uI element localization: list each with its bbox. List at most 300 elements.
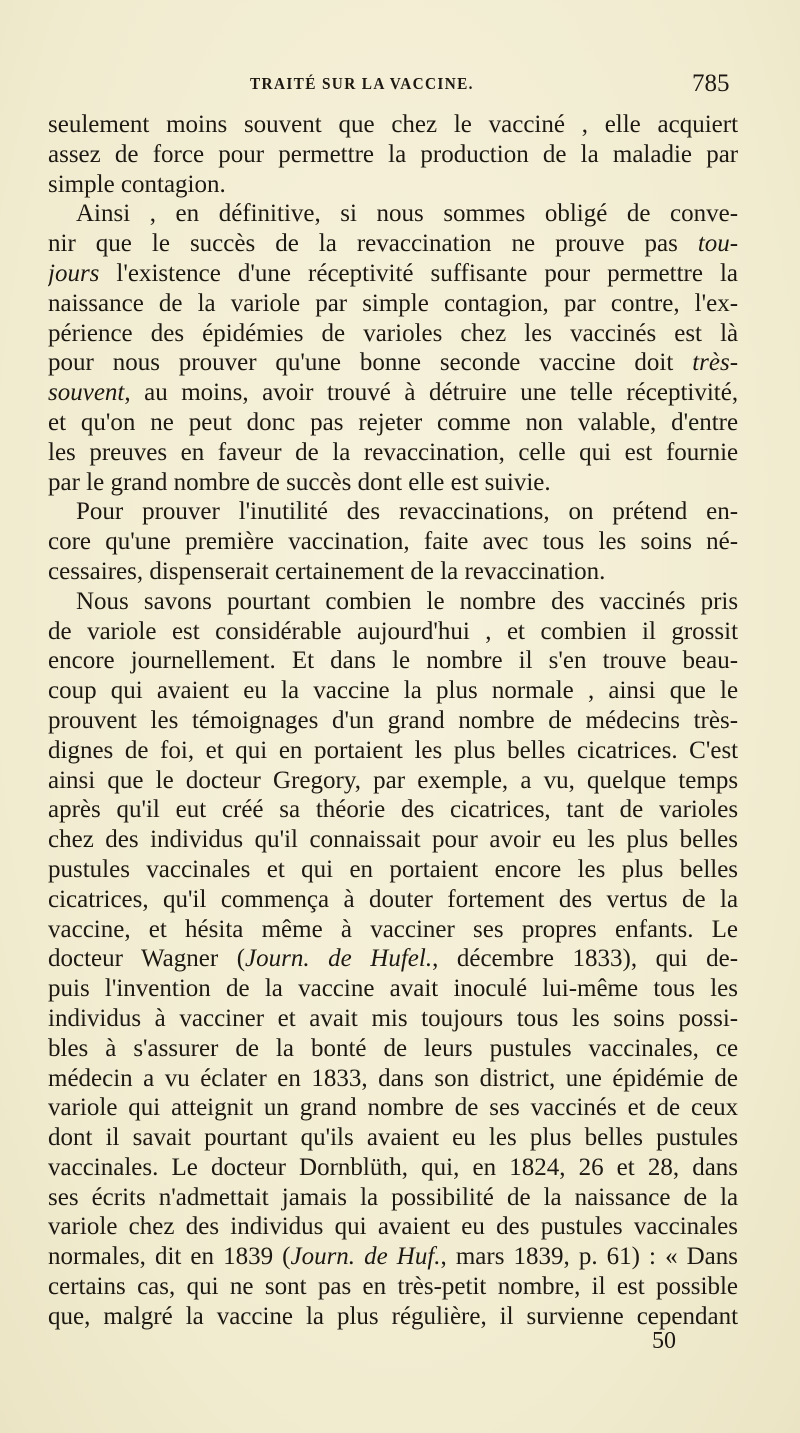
word: pourtant bbox=[204, 1124, 288, 1152]
word: par bbox=[315, 289, 348, 317]
word: individus bbox=[48, 1004, 142, 1032]
word: qui bbox=[579, 438, 612, 466]
word: d'un bbox=[331, 706, 374, 734]
word: vaccination, bbox=[288, 528, 410, 556]
word: soins bbox=[640, 528, 692, 556]
word: eu bbox=[452, 1124, 476, 1152]
word: les bbox=[414, 736, 443, 764]
text-line bbox=[48, 348, 738, 378]
word: avait bbox=[389, 975, 439, 1003]
word: core bbox=[48, 528, 92, 556]
word: d'entre bbox=[671, 408, 738, 436]
word: permettre bbox=[278, 140, 374, 168]
word: s'assurer bbox=[133, 1034, 219, 1062]
word: médecins bbox=[585, 706, 680, 734]
word: 61) bbox=[606, 1243, 640, 1271]
text-segment: cessaires, dispenserait certainement de la revaccination. bbox=[48, 557, 606, 585]
word: nombre, bbox=[497, 1273, 581, 1301]
word: aujourd'hui bbox=[356, 617, 470, 645]
word: non bbox=[525, 408, 563, 436]
word: Wagner bbox=[141, 945, 219, 973]
word: combien bbox=[325, 587, 412, 615]
text-line bbox=[48, 289, 738, 319]
word: il bbox=[642, 617, 656, 645]
word: encore bbox=[494, 855, 562, 883]
word: « bbox=[665, 1243, 678, 1271]
word: Hufel. bbox=[370, 945, 433, 973]
text-line bbox=[48, 706, 738, 736]
word: des bbox=[496, 1213, 530, 1241]
word: cicatrices, bbox=[48, 885, 149, 913]
word: lui-même bbox=[542, 975, 639, 1003]
word: vaccinés bbox=[570, 319, 657, 347]
word: 1833), bbox=[572, 945, 638, 973]
word: succès bbox=[189, 230, 256, 258]
word: de- bbox=[706, 945, 738, 973]
word: plus bbox=[626, 826, 669, 854]
word: portaient bbox=[314, 736, 403, 764]
word: chez bbox=[460, 319, 507, 347]
text-line bbox=[48, 140, 738, 170]
word: qu'il bbox=[254, 826, 299, 854]
word: que bbox=[669, 677, 706, 705]
word: normale bbox=[491, 677, 574, 705]
word: conve- bbox=[670, 200, 738, 228]
word: et bbox=[266, 855, 285, 883]
word: son bbox=[434, 1064, 470, 1092]
word: en- bbox=[706, 498, 738, 526]
word: que bbox=[107, 766, 144, 794]
word: Gregory, bbox=[273, 766, 361, 794]
word: vu, bbox=[543, 766, 575, 794]
running-title: TRAITÉ SUR LA VACCINE. bbox=[250, 74, 474, 93]
word: encore bbox=[48, 647, 115, 675]
word: sa bbox=[279, 796, 301, 824]
word: la bbox=[388, 140, 407, 168]
word: 1833, bbox=[311, 1064, 368, 1092]
word: cas, bbox=[137, 1273, 176, 1301]
word: Journ. bbox=[245, 945, 310, 973]
text-line bbox=[48, 468, 738, 498]
word: créé bbox=[221, 796, 264, 824]
word: belles bbox=[679, 826, 738, 854]
word: Journ. bbox=[290, 1243, 356, 1271]
word: détruire bbox=[428, 379, 507, 407]
word: de bbox=[48, 617, 72, 645]
word: journellement. bbox=[130, 647, 276, 675]
word: par bbox=[563, 289, 596, 317]
word: 1824, bbox=[509, 1153, 566, 1181]
word: des bbox=[558, 885, 593, 913]
word: qui bbox=[110, 677, 143, 705]
word: et bbox=[277, 1004, 296, 1032]
word: d'une bbox=[237, 259, 292, 287]
word: dans bbox=[692, 1153, 738, 1181]
word: nombre bbox=[426, 647, 503, 675]
word: la bbox=[403, 677, 422, 705]
word: la bbox=[580, 140, 599, 168]
word: pustules bbox=[48, 855, 130, 883]
word: épidémies bbox=[202, 319, 304, 347]
word: là bbox=[720, 319, 738, 347]
word: atteignit bbox=[171, 1094, 254, 1122]
word: pustules bbox=[489, 1034, 572, 1062]
word: définitive, bbox=[218, 200, 321, 228]
word: quelque bbox=[587, 766, 667, 794]
word: réceptivité bbox=[308, 259, 414, 287]
word: la bbox=[720, 885, 738, 913]
word: dans bbox=[330, 647, 376, 675]
word: avaient bbox=[156, 677, 230, 705]
word: une bbox=[520, 379, 557, 407]
word: si bbox=[340, 200, 357, 228]
word: , bbox=[485, 617, 492, 645]
word: elle bbox=[604, 111, 641, 138]
word: bles bbox=[48, 1034, 89, 1062]
word: vacciner bbox=[370, 915, 455, 943]
word: vaccine bbox=[313, 677, 390, 705]
word: et bbox=[627, 1094, 646, 1122]
word: portaient bbox=[389, 855, 479, 883]
word: trouve bbox=[602, 647, 667, 675]
word: Et bbox=[291, 647, 315, 675]
word: possibilité bbox=[391, 1183, 494, 1211]
word: tous bbox=[653, 975, 696, 1003]
word: de bbox=[506, 1183, 531, 1211]
word: vaccinales bbox=[146, 855, 251, 883]
word: nombre bbox=[367, 1094, 444, 1122]
word: ce bbox=[715, 1034, 738, 1062]
word: certains bbox=[48, 1273, 126, 1301]
word: qui bbox=[334, 1213, 367, 1241]
word: : bbox=[649, 1243, 656, 1271]
word: la bbox=[305, 1302, 325, 1330]
word: prouvent bbox=[48, 706, 137, 734]
word: tous bbox=[516, 1004, 559, 1032]
text-line bbox=[48, 497, 738, 527]
word: écrits bbox=[91, 1183, 146, 1211]
word: la bbox=[332, 438, 351, 466]
word: variole bbox=[48, 1213, 118, 1241]
word: tous bbox=[542, 528, 585, 556]
word: sont bbox=[264, 1273, 307, 1301]
word: vaccine, bbox=[48, 915, 131, 943]
word: douter bbox=[368, 885, 433, 913]
word: médecin bbox=[48, 1064, 133, 1092]
word: nous bbox=[112, 349, 160, 377]
word: l'inutilité bbox=[238, 498, 328, 526]
word: qu'ils bbox=[300, 1124, 354, 1152]
word: avoir bbox=[262, 379, 314, 407]
word: qu'une bbox=[105, 528, 171, 556]
word: pustules bbox=[656, 1124, 738, 1152]
word: la bbox=[281, 677, 300, 705]
word: prouver bbox=[178, 349, 257, 377]
word: bonne bbox=[359, 349, 421, 377]
text-line bbox=[48, 1212, 738, 1242]
word: tou- bbox=[697, 230, 738, 258]
word: pour bbox=[48, 349, 94, 377]
word: il bbox=[499, 1302, 514, 1330]
text-line bbox=[48, 587, 738, 617]
word: réceptivité, bbox=[626, 379, 738, 407]
text-line bbox=[48, 259, 738, 289]
page-number: 785 bbox=[692, 70, 730, 97]
text-line bbox=[48, 319, 738, 349]
word: vaccinés bbox=[530, 1094, 617, 1122]
word: vaccinales, bbox=[588, 1034, 699, 1062]
word: beau- bbox=[682, 647, 738, 675]
word: s'en bbox=[548, 647, 587, 675]
word: de bbox=[626, 200, 651, 228]
word: le bbox=[426, 587, 445, 615]
word: varioles bbox=[363, 319, 443, 347]
word: plus bbox=[436, 677, 478, 705]
text-line bbox=[48, 646, 738, 676]
word: assez bbox=[48, 140, 101, 168]
word: de bbox=[542, 140, 567, 168]
word: qui, bbox=[421, 1153, 460, 1181]
word: production bbox=[420, 140, 529, 168]
word: les bbox=[150, 706, 179, 734]
word: qu'il bbox=[163, 885, 207, 913]
word: dont bbox=[48, 1124, 93, 1152]
word: la bbox=[275, 1034, 294, 1062]
word: Le bbox=[171, 1153, 198, 1181]
word: Nous bbox=[76, 587, 129, 615]
word: docteur bbox=[185, 766, 261, 794]
word: preuves bbox=[89, 438, 168, 466]
word: les bbox=[48, 438, 76, 466]
word: de bbox=[682, 885, 706, 913]
word: district, bbox=[479, 1064, 556, 1092]
word: eu bbox=[243, 677, 267, 705]
word: par bbox=[706, 140, 738, 168]
word: la bbox=[197, 289, 216, 317]
word: eu bbox=[552, 826, 576, 854]
word: pourtant bbox=[226, 587, 311, 615]
word: de bbox=[235, 1034, 259, 1062]
word: et bbox=[616, 1153, 635, 1181]
word: il bbox=[518, 647, 533, 675]
word: très- bbox=[692, 349, 738, 377]
word: belles bbox=[679, 855, 738, 883]
word: une bbox=[565, 1064, 602, 1092]
word: après bbox=[48, 796, 101, 824]
word: les bbox=[577, 855, 606, 883]
word: variole bbox=[48, 1094, 118, 1122]
text-line bbox=[48, 1183, 738, 1213]
text-line bbox=[48, 795, 738, 825]
word: des bbox=[551, 587, 585, 615]
word: vaccinales bbox=[633, 1213, 738, 1241]
word: force bbox=[152, 140, 205, 168]
word: souvent bbox=[48, 379, 125, 407]
word: cependant bbox=[636, 1302, 738, 1330]
word: belles bbox=[584, 1124, 643, 1152]
word: possi- bbox=[678, 1004, 738, 1032]
word: rejeter bbox=[358, 408, 423, 436]
word: variole bbox=[87, 617, 157, 645]
word: fournie bbox=[665, 438, 738, 466]
word: l'ex- bbox=[694, 289, 738, 317]
word: prétend bbox=[612, 498, 688, 526]
word: contagion, bbox=[443, 289, 549, 317]
word: ses bbox=[48, 1183, 79, 1211]
word: des bbox=[346, 498, 381, 526]
word: on bbox=[568, 498, 594, 526]
word: moins, bbox=[181, 379, 249, 407]
word: nir bbox=[48, 230, 76, 258]
word: des bbox=[185, 1213, 220, 1241]
word: en bbox=[175, 200, 200, 228]
word: Pour bbox=[76, 498, 124, 526]
word: moins bbox=[166, 111, 228, 138]
word: que bbox=[95, 230, 132, 258]
text-line bbox=[48, 944, 738, 974]
word: donc bbox=[246, 408, 296, 436]
text-line bbox=[48, 825, 738, 855]
word: nous bbox=[376, 200, 424, 228]
word: revaccination bbox=[356, 230, 492, 258]
word: la bbox=[318, 230, 337, 258]
word: p. bbox=[578, 1243, 598, 1271]
word: témoignages bbox=[191, 706, 319, 734]
word: et bbox=[48, 408, 67, 436]
word: qu'on bbox=[80, 408, 136, 436]
word: jours bbox=[48, 259, 100, 287]
word: obligé bbox=[544, 200, 608, 228]
word: ainsi bbox=[48, 766, 96, 794]
word: ne bbox=[150, 408, 174, 436]
word: à bbox=[343, 885, 355, 913]
word: mis bbox=[371, 1004, 408, 1032]
word: revaccinations, bbox=[398, 498, 550, 526]
word: l'invention bbox=[104, 975, 211, 1003]
text-line bbox=[48, 1153, 738, 1183]
word: pour bbox=[544, 259, 591, 287]
word: eut bbox=[175, 796, 207, 824]
word: et bbox=[148, 915, 167, 943]
word: puis bbox=[48, 975, 90, 1003]
word: , bbox=[124, 379, 131, 407]
word: coup bbox=[48, 677, 97, 705]
word: docteur bbox=[48, 945, 123, 973]
word: avoir bbox=[489, 826, 541, 854]
word: variole bbox=[230, 289, 301, 317]
text-line bbox=[48, 557, 738, 587]
word: de bbox=[114, 140, 139, 168]
word: ne bbox=[229, 1273, 254, 1301]
word: la bbox=[543, 1183, 562, 1211]
word: avec bbox=[482, 528, 529, 556]
word: , bbox=[587, 677, 595, 705]
word: seconde bbox=[439, 349, 521, 377]
word: est bbox=[674, 319, 703, 347]
word: permettre bbox=[607, 259, 703, 287]
word: de bbox=[226, 975, 250, 1003]
word: en bbox=[277, 1064, 301, 1092]
word: première bbox=[185, 528, 274, 556]
word: au bbox=[144, 379, 168, 407]
word: comme bbox=[437, 408, 511, 436]
word: belles bbox=[507, 736, 566, 764]
word: des bbox=[150, 319, 185, 347]
word: à bbox=[404, 379, 416, 407]
word: revaccination, bbox=[363, 438, 505, 466]
word: en bbox=[190, 1243, 215, 1271]
word: eu bbox=[461, 1213, 485, 1241]
word: trouvé bbox=[326, 379, 391, 407]
word: individus bbox=[230, 1213, 324, 1241]
word: prouve bbox=[555, 230, 625, 258]
word: il bbox=[591, 1273, 606, 1301]
word: de bbox=[275, 230, 299, 258]
word: de bbox=[364, 1243, 388, 1271]
text-line bbox=[48, 527, 738, 557]
word: en bbox=[180, 438, 205, 466]
word: avait bbox=[309, 1004, 358, 1032]
word: 26 bbox=[578, 1153, 604, 1181]
word: bonté bbox=[310, 1034, 367, 1062]
page-header bbox=[0, 70, 800, 100]
text-segment: par le grand nombre de succès dont elle est suivie. bbox=[48, 468, 551, 496]
word: savait bbox=[132, 1124, 191, 1152]
word: vaccine bbox=[216, 1302, 294, 1330]
word: le bbox=[151, 230, 170, 258]
word: de bbox=[548, 706, 572, 734]
word: qu'une bbox=[275, 349, 341, 377]
text-line bbox=[48, 974, 738, 1004]
word: et bbox=[506, 617, 525, 645]
word: à bbox=[105, 1034, 117, 1062]
word: ceux bbox=[690, 1094, 738, 1122]
text-line bbox=[48, 885, 738, 915]
word: un bbox=[263, 1094, 289, 1122]
word: ( bbox=[282, 1243, 291, 1271]
word: ainsi bbox=[608, 677, 656, 705]
word: de bbox=[454, 1094, 479, 1122]
text-line bbox=[48, 229, 738, 259]
word: vu bbox=[164, 1064, 190, 1092]
word: a bbox=[520, 766, 532, 794]
word: hésita bbox=[185, 915, 244, 943]
word: Dans bbox=[686, 1243, 738, 1271]
word: chez bbox=[391, 111, 438, 138]
word: ses bbox=[473, 915, 504, 943]
text-line bbox=[48, 1034, 738, 1064]
word: cicatrices, bbox=[450, 796, 551, 824]
word: nombre bbox=[459, 587, 537, 615]
word: Dornblüth, bbox=[299, 1153, 409, 1181]
word: en bbox=[349, 855, 374, 883]
word: est bbox=[171, 617, 200, 645]
word: en bbox=[278, 736, 303, 764]
text-line bbox=[48, 1004, 738, 1034]
word: par bbox=[373, 766, 406, 794]
signature-mark: 50 bbox=[652, 1328, 676, 1354]
word: que, bbox=[48, 1302, 91, 1330]
word: même bbox=[261, 915, 323, 943]
text-line bbox=[48, 1242, 738, 1272]
word: des bbox=[105, 826, 139, 854]
text-line bbox=[48, 1093, 738, 1123]
text-line bbox=[48, 1302, 738, 1332]
word: que bbox=[338, 111, 375, 138]
text-line bbox=[48, 199, 738, 229]
word: naissance bbox=[48, 289, 144, 317]
word: acquiert bbox=[657, 111, 738, 138]
